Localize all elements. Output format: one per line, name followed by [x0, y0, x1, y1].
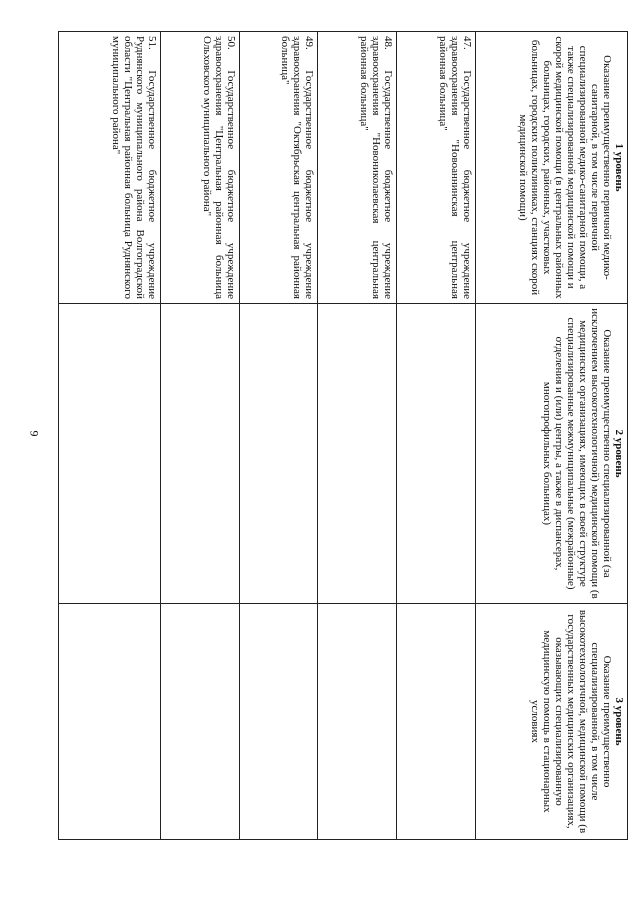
level-2-cell [59, 304, 161, 604]
institution-cell: 48. Государственное бюджетное учреждение здравоохранения "Новониколаевская центральная районная больница" [318, 32, 397, 304]
header-level-2-description: Оказание преимущественно специализированной (за исключением высокотехнологичной) медицинской помощи (в медицинских организациях, имеющих в своей структуре специализированные межмуниципальные (межрайонные) отделения и (или) центры, а также в диспансерах, многопрофильных больницах) [541, 308, 613, 599]
level-3-cell [397, 604, 476, 840]
header-level-2 [476, 304, 628, 604]
table-row [397, 32, 476, 840]
level-3-cell [318, 604, 397, 840]
institution-cell: 49. Государственное бюджетное учреждение здравоохранения "Октябрьская центральная районная больница" [239, 32, 318, 304]
header-level-3 [476, 604, 628, 840]
table-row [160, 32, 239, 840]
table-row [318, 32, 397, 840]
institution-cell: 51. Государственное бюджетное учреждение Руднянского муниципального района Волгоградской области "Центральная районная больница Руднянского муниципального района" [59, 32, 161, 304]
header-level-1-title: 1 уровень [613, 143, 625, 192]
institution-cell: 47. Государственное бюджетное учреждение здравоохранения "Новоаннинская центральная районная больница" [397, 32, 476, 304]
header-level-2-title: 2 уровень [613, 429, 625, 478]
header-level-3-description: Оказание преимущественно специализированной, в том числе высокотехнологичной, медицинской помощи (в государственных медицинских организациях, оказывающих специализированную медицинскую помощь в стационарных условиях [529, 609, 613, 834]
level-2-cell [160, 304, 239, 604]
header-level-1-description: Оказание преимущественно первичной медико-санитарной, в том числе первичной специализированной медико-санитарной помощи, а также специализированной медицинской помощи и скорой медицинской помощи (в центральных районных больницах, городских, районных, участковых больницах, городских поликлиниках, станциях скорой медицинской помощи) [517, 36, 613, 299]
institution-cell: 50. Государственное бюджетное учреждение здравоохранения "Центральная районная больница Ольховского муниципального района" [160, 32, 239, 304]
level-3-cell [59, 604, 161, 840]
table-row [239, 32, 318, 840]
level-2-cell [239, 304, 318, 604]
rotated-table-wrapper [58, 31, 628, 839]
level-2-cell [397, 304, 476, 604]
table-header-row [476, 32, 628, 840]
page-number: 9 [27, 430, 42, 437]
table-row [59, 32, 161, 840]
level-3-cell [160, 604, 239, 840]
level-3-cell [239, 604, 318, 840]
header-level-3-title: 3 уровень [613, 697, 625, 746]
level-2-cell [318, 304, 397, 604]
medical-levels-table [58, 31, 628, 840]
header-level-1 [476, 32, 628, 304]
